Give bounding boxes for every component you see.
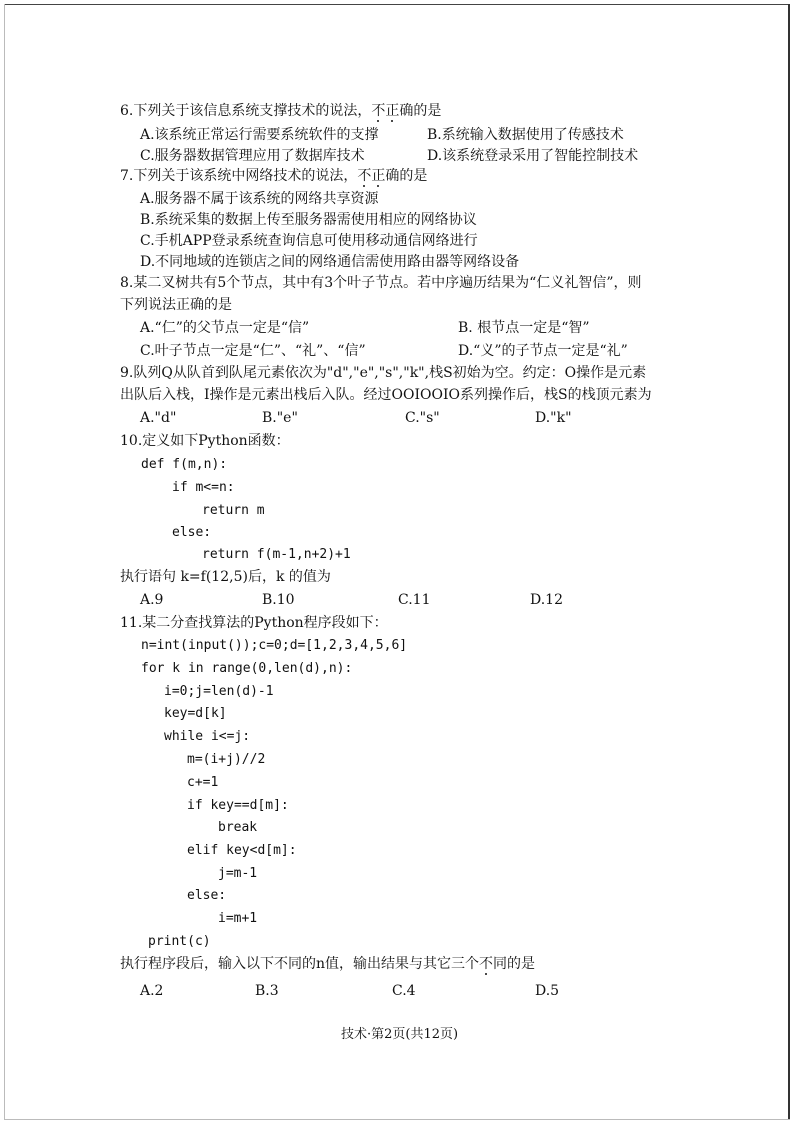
question-10-option-d: D.12: [530, 592, 563, 608]
question-8-option-d: D.“义”的子节点一定是“礼”: [458, 343, 628, 359]
question-10-option-b: B.10: [262, 592, 295, 608]
question-10-stem: 10.定义如下Python函数：: [120, 433, 290, 449]
question-9-stem-line1: 9.队列Q从队首到队尾元素依次为"d","e","s","k",栈S初始为空。约定：O操作是元素: [120, 365, 647, 381]
question-8-option-a: A.“仁”的父节点一定是“信”: [140, 320, 310, 336]
question-7-option-d: D.不同地域的连锁店之间的网络通信需使用路由器等网络设备: [140, 254, 520, 270]
scan-border-left: [4, 4, 5, 1119]
code-line: print(c): [148, 934, 211, 949]
emphasis-mark: 不: [479, 956, 494, 972]
code-line: key=d[k]: [164, 706, 227, 721]
scan-border-right: [788, 4, 790, 1119]
question-9-stem-line2: 出队后入栈，I操作是元素出栈后入队。经过OOIOOIO系列操作后，栈S的栈顶元素为: [120, 387, 652, 403]
code-line: if m<=n:: [172, 480, 235, 495]
question-6-stem: 6.下列关于该信息系统支撑技术的说法，不正确的是: [120, 103, 442, 119]
question-8-stem-line2: 下列说法正确的是: [120, 297, 232, 313]
code-line: if key==d[m]:: [187, 798, 289, 813]
question-10-option-a: A.9: [140, 592, 164, 608]
question-10-option-c: C.11: [398, 592, 431, 608]
code-line: return m: [202, 503, 265, 518]
question-9-option-a: A."d": [140, 410, 177, 426]
question-8-option-c: C.叶子节点一定是“仁”、“礼”、“信”: [140, 343, 366, 359]
code-line: n=int(input());c=0;d=[1,2,3,4,5,6]: [141, 638, 408, 653]
code-line: i=0;j=len(d)-1: [164, 684, 274, 699]
question-6-option-a: A.该系统正常运行需要系统软件的支撑: [140, 127, 379, 143]
question-9-option-c: C."s": [405, 410, 440, 426]
question-6-option-c: C.服务器数据管理应用了数据库技术: [140, 148, 365, 164]
code-line: j=m-1: [218, 866, 258, 881]
question-11-option-d: D.5: [535, 983, 560, 999]
question-7-stem: 7.下列关于该系统中网络技术的说法，不正确的是: [120, 168, 428, 184]
question-9-option-b: B."e": [262, 410, 298, 426]
question-8-stem-line1: 8.某二叉树共有5个节点，其中有3个叶子节点。若中序遍历结果为“仁义礼智信”，则: [120, 275, 642, 291]
emphasis-mark: 正: [371, 168, 386, 184]
code-line: while i<=j:: [164, 729, 251, 744]
question-8-option-b: B. 根节点一定是“智”: [458, 320, 590, 336]
question-6-option-b: B.系统输入数据使用了传感技术: [427, 127, 624, 143]
question-11-stem: 11.某二分查找算法的Python程序段如下：: [120, 615, 388, 631]
code-line: m=(i+j)//2: [187, 752, 266, 767]
emphasis-mark: 正: [385, 103, 400, 119]
question-7-option-b: B.系统采集的数据上传至服务器需使用相应的网络协议: [140, 212, 477, 228]
scan-border-bottom: [4, 1119, 790, 1120]
code-line: def f(m,n):: [141, 457, 228, 472]
page-footer: 技术·第2页(共12页): [341, 1027, 459, 1042]
question-9-option-d: D."k": [535, 410, 572, 426]
code-line: else:: [187, 888, 227, 903]
code-line: c+=1: [187, 775, 219, 790]
code-line: return f(m-1,n+2)+1: [202, 547, 351, 562]
code-line: break: [218, 820, 258, 835]
question-11-option-c: C.4: [392, 983, 416, 999]
emphasis-mark: 不: [371, 103, 386, 119]
question-11-after: 执行程序段后，输入以下不同的n值，输出结果与其它三个不同的是: [120, 956, 536, 972]
question-7-option-c: C.手机APP登录系统查询信息可使用移动通信网络进行: [140, 233, 478, 249]
code-line: for k in range(0,len(d),n):: [141, 661, 353, 676]
question-7-option-a: A.服务器不属于该系统的网络共享资源: [140, 191, 379, 207]
question-6-option-d: D.该系统登录采用了智能控制技术: [427, 148, 639, 164]
scan-border-top: [4, 4, 790, 5]
emphasis-mark: 不: [357, 168, 372, 184]
code-line: else:: [172, 525, 212, 540]
code-line: elif key<d[m]:: [187, 843, 297, 858]
question-10-after: 执行语句 k=f(12,5)后，k 的值为: [120, 569, 331, 585]
question-11-option-a: A.2: [140, 983, 164, 999]
question-11-option-b: B.3: [255, 983, 279, 999]
code-line: i=m+1: [218, 911, 258, 926]
